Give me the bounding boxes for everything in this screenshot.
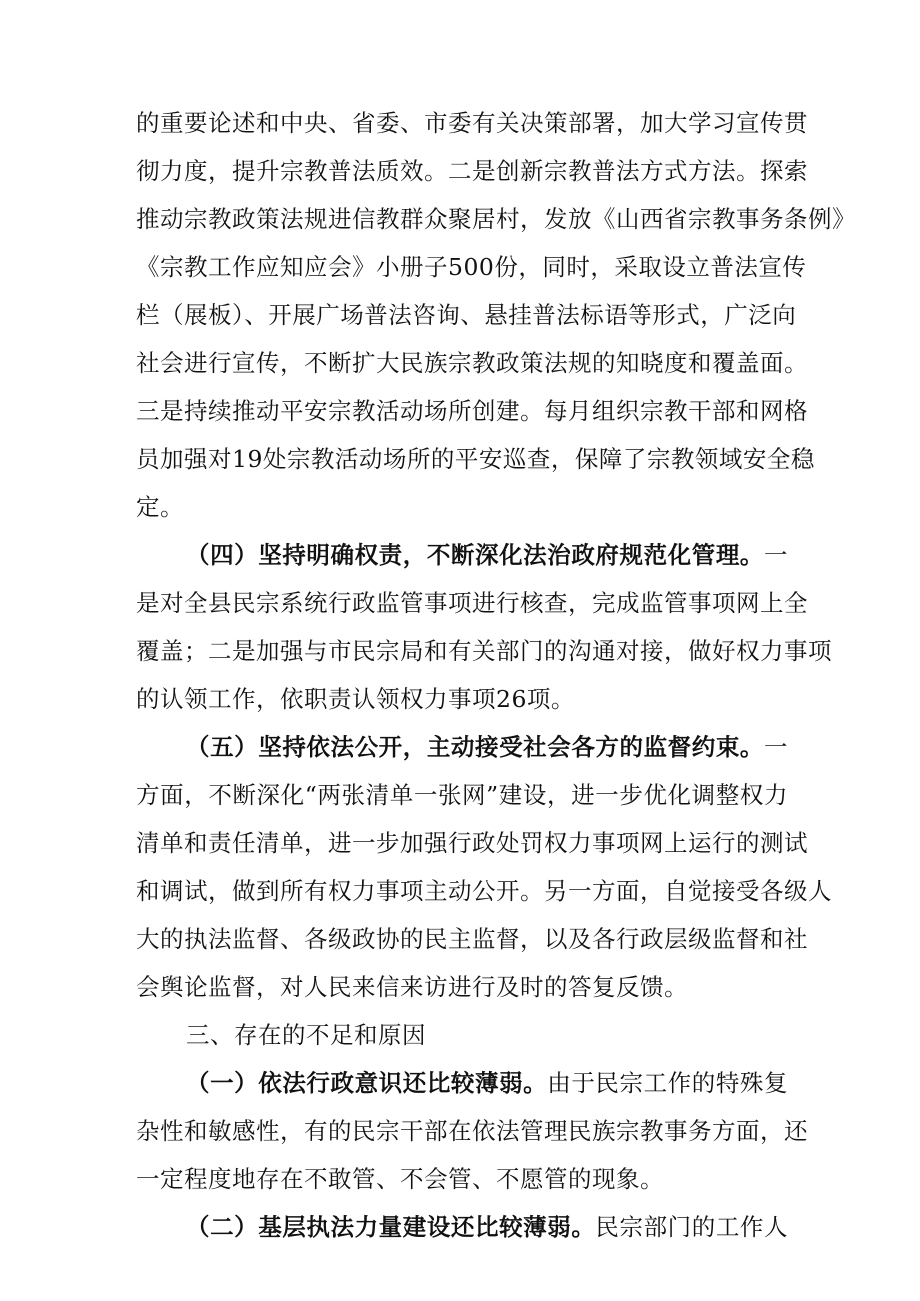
chapter-heading: 三、存在的不足和原因: [186, 1021, 426, 1049]
paragraph-line: 《宗教工作应知应会》小册子500份，同时，采取设立普法宣传: [136, 253, 807, 281]
paragraph-line: 定。: [136, 493, 184, 521]
paragraph-line: 大的执法监督、各级政协的民主监督，以及各行政层级监督和社: [136, 925, 808, 953]
paragraph-line: 社会进行宣传，不断扩大民族宗教政策法规的知晓度和覆盖面。: [136, 349, 808, 377]
paragraph-line: 一定程度地存在不敢管、不会管、不愿管的现象。: [136, 1165, 664, 1193]
section-heading-line: （二）基层执法力量建设还比较薄弱。民宗部门的工作人: [186, 1213, 789, 1241]
paragraph-line: 杂性和敏感性，有的民宗干部在依法管理民族宗教事务方面，还: [136, 1117, 808, 1145]
paragraph-line: 清单和责任清单，进一步加强行政处罚权力事项网上运行的测试: [136, 829, 808, 857]
paragraph-line: 三是持续推动平安宗教活动场所创建。每月组织宗教干部和网格: [136, 397, 808, 425]
paragraph-line: 方面，不断深化“两张清单一张网”建设，进一步优化调整权力: [136, 781, 788, 809]
paragraph-line: 是对全县民宗系统行政监管事项进行核查，完成监管事项网上全: [136, 589, 808, 617]
section-heading-line: （五）坚持依法公开，主动接受社会各方的监督约束。一: [186, 733, 788, 761]
paragraph-line: 和调试，做到所有权力事项主动公开。另一方面，自觉接受各级人: [136, 877, 832, 905]
paragraph-line: 栏（展板）、开展广场普法咨询、悬挂普法标语等形式，广泛向: [136, 301, 797, 329]
paragraph-line: 的认领工作，依职责认领权力事项26项。: [136, 685, 575, 713]
paragraph-line: 彻力度，提升宗教普法质效。二是创新宗教普法方式方法。探索: [136, 157, 808, 185]
section-heading-line: （四）坚持明确权责，不断深化法治政府规范化管理。一: [186, 541, 788, 569]
section-heading-line: （一）依法行政意识还比较薄弱。由于民宗工作的特殊复: [186, 1069, 788, 1097]
paragraph-line: 覆盖；二是加强与市民宗局和有关部门的沟通对接，做好权力事项: [136, 637, 832, 665]
paragraph-line: 的重要论述和中央、省委、市委有关决策部署，加大学习宣传贯: [136, 109, 808, 137]
paragraph-line: 会舆论监督，对人民来信来访进行及时的答复反馈。: [136, 973, 688, 1001]
paragraph-line: 推动宗教政策法规进信教群众聚居村，发放《山西省宗教事务条例》: [136, 205, 856, 233]
paragraph-line: 员加强对19处宗教活动场所的平安巡查，保障了宗教领域安全稳: [136, 445, 815, 473]
